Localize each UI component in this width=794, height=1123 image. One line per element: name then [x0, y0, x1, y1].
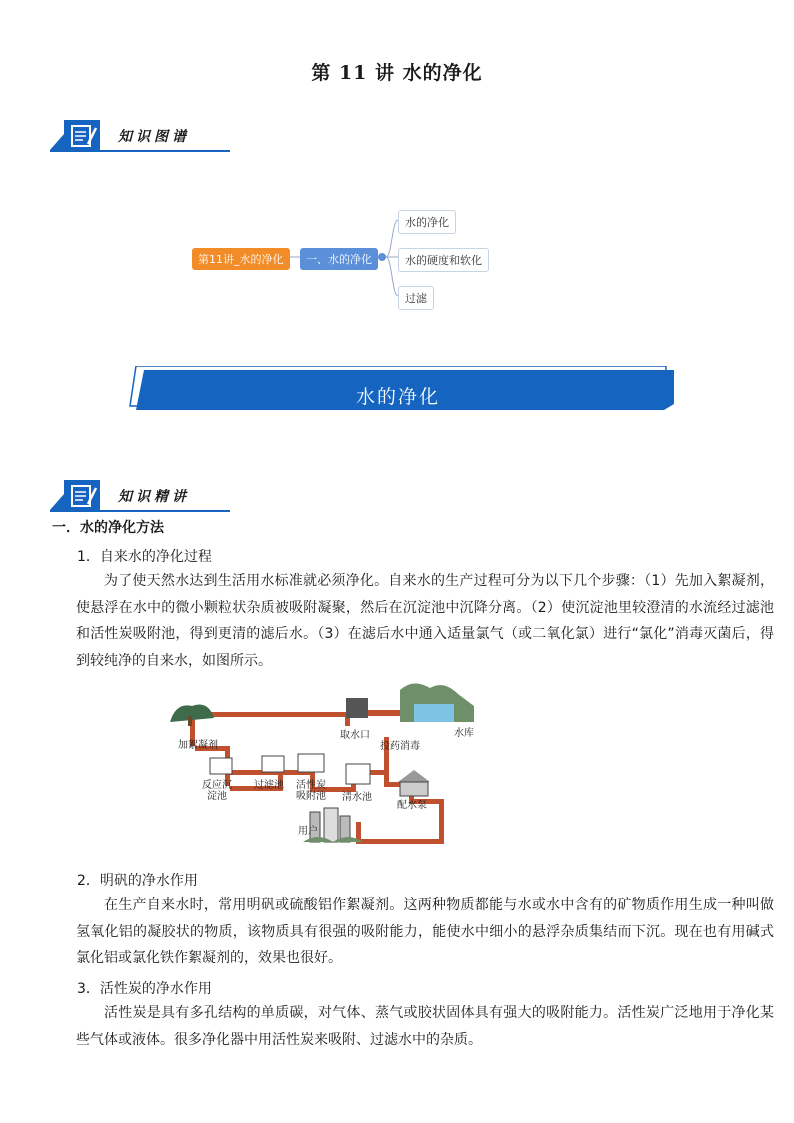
notebook-icon	[64, 480, 100, 512]
label-user: 用户	[298, 826, 318, 837]
mindmap-leaf-node: 过滤	[398, 286, 434, 310]
label-disinfect: 投药消毒	[380, 741, 420, 752]
label-line: 反应沉	[202, 780, 232, 791]
mindmap-leaf-node: 水的硬度和软化	[398, 248, 489, 272]
item-title-alum: 2．明矾的净水作用	[77, 873, 198, 889]
mindmap-branch-node: 一、水的净化	[300, 248, 378, 270]
label-line: 活性炭	[296, 780, 326, 791]
mindmap-root-node: 第11讲_水的净化	[192, 248, 290, 270]
page-title: 第 11 讲 水的净化	[311, 62, 483, 84]
paragraph-tap-water: 为了使天然水达到生活用水标准就必须净化。自来水的生产过程可分为以下几个步骤：（1）先加入絮凝剂，使悬浮在水中的微小颗粒状杂质被吸附凝聚，然后在沉淀池中沉降分离。（2）使沉淀池里较澄清的水流经过滤池和活性炭吸附池，得到更清的滤后水。（3）在滤后水中通入适量氯气（或二氧化氯）进行“氯化”消毒灭菌后，得到较纯净的自来水，如图所示。	[76, 573, 774, 669]
label-add-flocculant: 加絮凝剂	[178, 740, 218, 751]
mindmap-connectors	[0, 0, 794, 330]
section-heading-detail	[50, 480, 230, 518]
label-reservoir: 水库	[454, 728, 474, 739]
water-treatment-diagram	[168, 682, 478, 854]
label-clear-tank: 清水池	[342, 792, 372, 803]
label-water-intake: 取水口	[340, 730, 370, 741]
heading-purification-methods: 一．水的净化方法	[52, 520, 164, 536]
banner-title: 水的净化	[355, 386, 440, 408]
section-heading-label: 知识图谱	[118, 129, 190, 145]
label-line: 淀池	[207, 791, 227, 802]
label-sediment-tank	[202, 780, 232, 802]
item-title-tap-water: 1．自来水的净化过程	[77, 549, 212, 565]
label-pump: 配水泵	[397, 800, 427, 811]
paragraph-activated-carbon: 活性炭是具有多孔结构的单质碳，对气体、蒸气或胶状固体具有强大的吸附能力。活性炭广泛地用于净化某些气体或液体。很多净化器中用活性炭来吸附、过滤水中的杂质。	[76, 1005, 774, 1048]
section-heading-label: 知识精讲	[118, 489, 190, 505]
label-line: 吸附池	[296, 791, 326, 802]
section-banner	[122, 366, 674, 412]
item-title-activated-carbon: 3．活性炭的净水作用	[77, 981, 212, 997]
label-filter-tank: 过滤池	[254, 780, 284, 791]
paragraph-alum: 在生产自来水时，常用明矾或硫酸铝作絮凝剂。这两种物质都能与水或水中含有的矿物质作用生成一种叫做氢氧化铝的凝胶状的物质，该物质具有很强的吸附能力，能使水中细小的悬浮杂质集结而下沉。现在也有用碱式氯化铝或氯化铁作絮凝剂的，效果也很好。	[76, 897, 774, 966]
label-carbon-tank	[296, 780, 326, 802]
mindmap-leaf-node: 水的净化	[398, 210, 456, 234]
